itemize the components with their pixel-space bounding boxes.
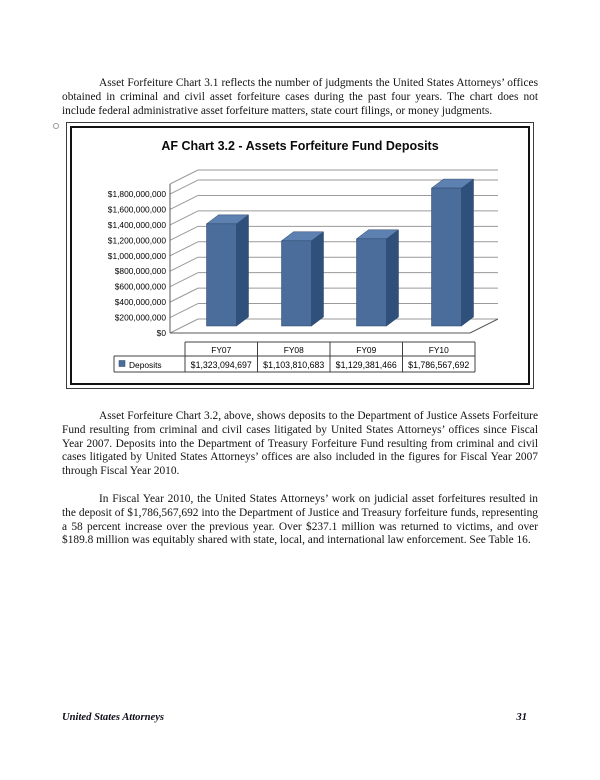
legend-label: Deposits bbox=[129, 360, 162, 370]
gridline-diagonal bbox=[170, 304, 198, 318]
gridline-diagonal bbox=[170, 319, 198, 333]
gridline-diagonal bbox=[170, 242, 198, 256]
gridline-diagonal bbox=[170, 273, 198, 287]
chart-figure bbox=[66, 122, 534, 389]
gridline-diagonal bbox=[170, 257, 198, 271]
category-label: FY10 bbox=[428, 345, 449, 355]
gridline-diagonal bbox=[170, 288, 198, 302]
table-value: $1,323,094,697 bbox=[190, 360, 252, 370]
category-label: FY08 bbox=[283, 345, 304, 355]
paragraph-chart-3-1: Asset Forfeiture Chart 3.1 reflects the number of judgments the United States Attorneys’ offices obtained in criminal and civil asset forfeiture cases during the past four years. The chart does not include federal administrative asset forfeiture matters, state court filings, or money judgments. bbox=[62, 77, 538, 117]
bar-FY10 bbox=[432, 188, 462, 326]
footer-title: United States Attorneys bbox=[62, 712, 165, 723]
y-tick-label: $1,800,000,000 bbox=[107, 189, 166, 200]
legend-marker-deposits bbox=[119, 361, 125, 367]
bar-side-FY10 bbox=[462, 179, 474, 326]
y-tick-label: $800,000,000 bbox=[114, 266, 166, 277]
bar-side-FY08 bbox=[312, 232, 324, 326]
y-tick-label: $1,200,000,000 bbox=[107, 235, 166, 246]
chart-plot bbox=[72, 155, 524, 377]
page-footer bbox=[62, 712, 527, 723]
gridline-diagonal bbox=[170, 226, 198, 240]
category-label: FY07 bbox=[211, 345, 232, 355]
y-tick-label: $0 bbox=[156, 328, 166, 338]
y-tick-label: $600,000,000 bbox=[114, 281, 166, 292]
category-label: FY09 bbox=[356, 345, 377, 355]
bar-FY08 bbox=[282, 241, 312, 326]
chart-frame bbox=[70, 126, 530, 385]
y-tick-label: $1,000,000,000 bbox=[107, 250, 166, 261]
y-tick-label: $400,000,000 bbox=[114, 297, 166, 308]
paragraph-chart-3-2: Asset Forfeiture Chart 3.2, above, shows deposits to the Department of Justice Assets Forfeiture Fund resulting from criminal and civil cases litigated by United States Attorneys’ offices since Fiscal Year 2007. Deposits into the Department of Treasury Forfeiture Fund resulting from criminal and civil cases litigated by United States Attorneys’ offices are also included in the figures for Fiscal Year 2007 through Fiscal Year 2010. bbox=[62, 410, 538, 477]
floor-right-edge bbox=[470, 319, 498, 333]
chart-title: AF Chart 3.2 - Assets Forfeiture Fund Deposits bbox=[161, 139, 439, 153]
bar-FY09 bbox=[357, 239, 387, 326]
page-number: 31 bbox=[516, 712, 527, 723]
y-tick-label: $200,000,000 bbox=[114, 312, 166, 323]
table-value: $1,129,381,466 bbox=[335, 360, 397, 370]
y-tick-label: $1,600,000,000 bbox=[107, 204, 166, 215]
bar-side-FY07 bbox=[237, 215, 249, 326]
y-tick-label: $1,400,000,000 bbox=[107, 219, 166, 230]
paragraph-fy2010-results: In Fiscal Year 2010, the United States Attorneys’ work on judicial asset forfeitures resulted in the deposit of $1,786,567,692 into the Department of Justice and Treasury forfeiture funds, representing a 58 percent increase over the previous year. Over $237.1 million was returned to victims, and over $189.8 million was equitably shared with state, local, and international law enforcement. See Table 16. bbox=[62, 493, 538, 547]
object-anchor-marker bbox=[53, 123, 59, 129]
gridline-diagonal bbox=[170, 195, 198, 209]
bar-FY07 bbox=[207, 224, 237, 326]
bar-side-FY09 bbox=[387, 230, 399, 326]
table-value: $1,103,810,683 bbox=[263, 360, 325, 370]
gridline-diagonal bbox=[170, 211, 198, 225]
table-value: $1,786,567,692 bbox=[408, 360, 470, 370]
